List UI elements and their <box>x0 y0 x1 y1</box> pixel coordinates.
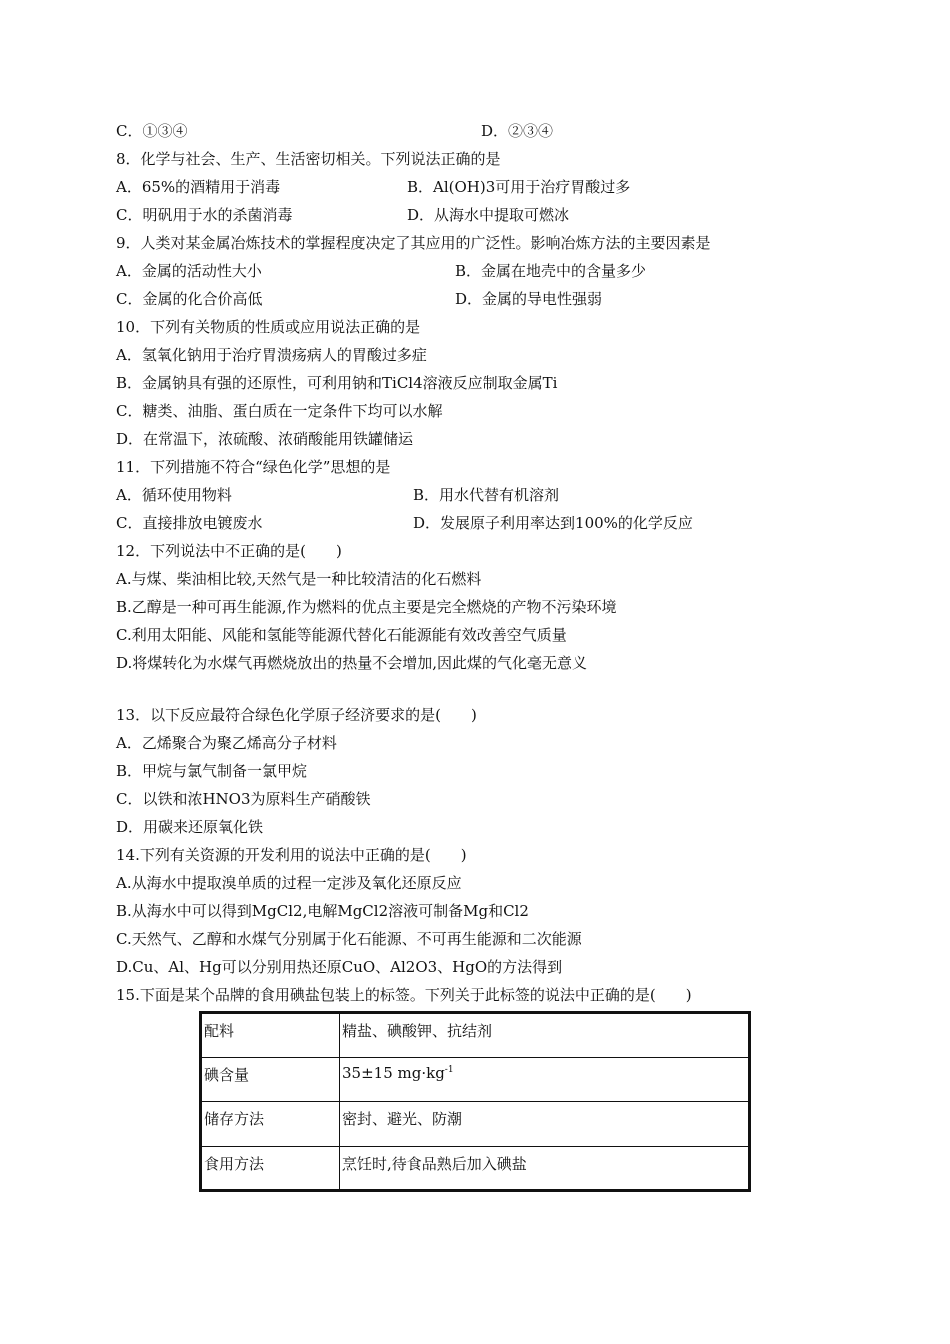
q10-option-d: D．在常温下，浓硫酸、浓硝酸能用铁罐储运 <box>116 430 414 448</box>
label-value: 精盐、碘酸钾、抗结剂 <box>340 1013 750 1058</box>
q13-option-c: C．以铁和浓HNO3为原料生产硝酸铁 <box>116 790 371 808</box>
table-row <box>201 1102 750 1147</box>
q11-option-d: D．发展原子利用率达到100%的化学反应 <box>413 514 693 532</box>
q7-option-d: D．②③④ <box>481 122 554 140</box>
label-value: 烹饪时,待食品熟后加入碘盐 <box>340 1146 750 1191</box>
q13-option-a: A．乙烯聚合为聚乙烯高分子材料 <box>116 734 337 752</box>
q10-option-c: C．糖类、油脂、蛋白质在一定条件下均可以水解 <box>116 402 443 420</box>
q8-option-d: D．从海水中提取可燃冰 <box>407 206 570 224</box>
q11-option-c: C．直接排放电镀废水 <box>116 514 263 532</box>
label-key: 食用方法 <box>201 1146 340 1191</box>
table-row <box>201 1146 750 1191</box>
label-value-iodine <box>340 1057 750 1102</box>
q9-option-b: B．金属在地壳中的含量多少 <box>455 262 647 280</box>
table-row <box>201 1057 750 1102</box>
q12-option-a: A.与煤、柴油相比较,天然气是一种比较清洁的化石燃料 <box>116 570 482 588</box>
q13-option-d: D．用碳来还原氧化铁 <box>116 818 264 836</box>
label-key: 配料 <box>201 1013 340 1058</box>
q9-option-d: D．金属的导电性强弱 <box>455 290 603 308</box>
q14-option-d: D.Cu、Al、Hg可以分别用热还原CuO、Al2O3、HgO的方法得到 <box>116 958 563 976</box>
q14-option-b: B.从海水中可以得到MgCl2,电解MgCl2溶液可制备Mg和Cl2 <box>116 902 529 920</box>
q9-stem: 9．人类对某金属冶炼技术的掌握程度决定了其应用的广泛性。影响冶炼方法的主要因素是 <box>116 234 711 252</box>
q12-stem: 12．下列说法中不正确的是( ) <box>116 542 342 560</box>
salt-label-table <box>199 1011 751 1192</box>
q8-stem: 8．化学与社会、生产、生活密切相关。下列说法正确的是 <box>116 150 501 168</box>
iodine-unit-exponent: -1 <box>444 1064 454 1075</box>
q10-stem: 10．下列有关物质的性质或应用说法正确的是 <box>116 318 421 336</box>
q10-option-a: A．氢氧化钠用于治疗胃溃疡病人的胃酸过多症 <box>116 346 427 364</box>
q14-option-c: C.天然气、乙醇和水煤气分别属于化石能源、不可再生能源和二次能源 <box>116 930 582 948</box>
iodine-content-value: 35±15 mg·kg <box>342 1063 445 1082</box>
q12-option-b: B.乙醇是一种可再生能源,作为燃料的优点主要是完全燃烧的产物不污染环境 <box>116 598 617 616</box>
label-value: 密封、避光、防潮 <box>340 1102 750 1147</box>
q9-option-a: A．金属的活动性大小 <box>116 262 262 280</box>
q11-option-b: B．用水代替有机溶剂 <box>413 486 560 504</box>
q9-option-c: C．金属的化合价高低 <box>116 290 263 308</box>
q12-option-d: D.将煤转化为水煤气再燃烧放出的热量不会增加,因此煤的气化毫无意义 <box>116 654 588 672</box>
q11-stem: 11．下列措施不符合“绿色化学”思想的是 <box>116 458 391 476</box>
q8-option-a: A．65%的酒精用于消毒 <box>116 178 281 196</box>
q10-option-b: B．金属钠具有强的还原性，可利用钠和TiCl4溶液反应制取金属Ti <box>116 374 558 392</box>
table-row <box>201 1013 750 1058</box>
q15-stem: 15.下面是某个品牌的食用碘盐包装上的标签。下列关于此标签的说法中正确的是( ) <box>116 986 692 1004</box>
label-key: 碘含量 <box>201 1057 340 1102</box>
q8-option-c: C．明矾用于水的杀菌消毒 <box>116 206 293 224</box>
q12-option-c: C.利用太阳能、风能和氢能等能源代替化石能源能有效改善空气质量 <box>116 626 567 644</box>
q13-option-b: B．甲烷与氯气制备一氯甲烷 <box>116 762 308 780</box>
q7-option-c: C．①③④ <box>116 122 188 140</box>
q14-option-a: A.从海水中提取溴单质的过程一定涉及氧化还原反应 <box>116 874 462 892</box>
q8-option-b: B．Al(OH)3可用于治疗胃酸过多 <box>407 178 631 196</box>
q11-option-a: A．循环使用物料 <box>116 486 232 504</box>
q14-stem: 14.下列有关资源的开发利用的说法中正确的是( ) <box>116 846 467 864</box>
label-key: 储存方法 <box>201 1102 340 1147</box>
q13-stem: 13．以下反应最符合绿色化学原子经济要求的是( ) <box>116 706 477 724</box>
